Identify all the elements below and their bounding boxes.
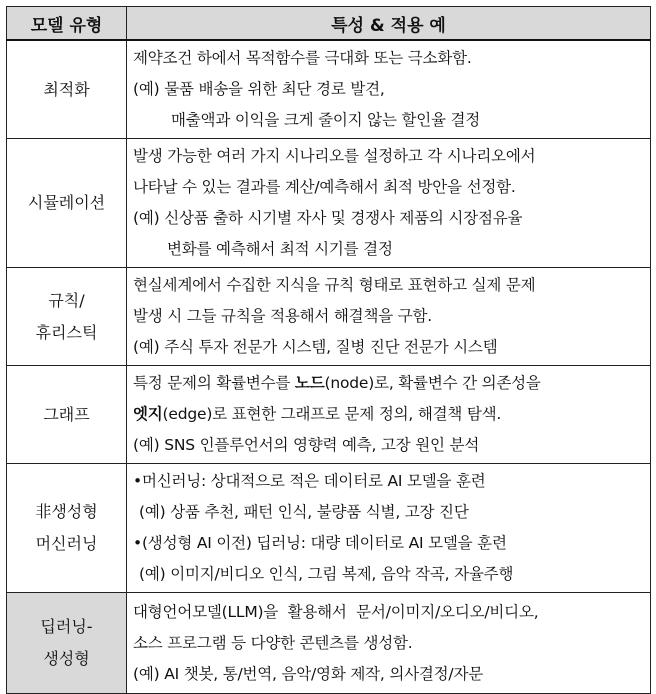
row-type: 그래프 <box>7 366 127 464</box>
row-desc <box>127 268 651 366</box>
desc-line: (예) AI 챗봇, 통/번역, 음악/영화 제작, 의사결정/자문 <box>133 664 483 683</box>
desc-line: 특정 문제의 확률변수를 노드(node)로, 확률변수 간 의존성을 <box>133 374 541 392</box>
row-desc <box>127 40 651 139</box>
row-type: 규칙/ 휴리스틱 <box>7 268 127 366</box>
row-desc <box>127 366 651 464</box>
row-desc <box>127 139 651 268</box>
table-row <box>7 40 651 139</box>
desc-line: 매출액과 이익을 크게 줄이지 않는 할인율 결정 <box>171 111 481 129</box>
row-type: 딥러닝- 생성형 <box>7 593 127 694</box>
desc-line: 소스 프로그램 등 다양한 콘텐츠를 생성함. <box>133 633 413 652</box>
desc-line: 발생 시 그들 규칙을 적용해서 해결책을 구함. <box>133 307 433 325</box>
row-desc <box>127 593 651 694</box>
row-type: 최적화 <box>7 40 127 139</box>
desc-line: (예) 주식 투자 전문가 시스템, 질병 진단 전문가 시스템 <box>133 338 498 356</box>
desc-line: 변화를 예측해서 최적 시기를 결정 <box>167 240 393 258</box>
header-characteristics: 특성 & 적용 예 <box>127 7 651 41</box>
row-type: 시뮬레이션 <box>7 139 127 268</box>
desc-line: (예) 물품 배송을 위한 최단 경로 발견, <box>133 80 385 98</box>
row-type: 非생성형 머신러닝 <box>7 464 127 593</box>
desc-line: •(생성형 AI 이전) 딥러닝: 대량 데이터로 AI 모델을 훈련 <box>133 534 507 552</box>
desc-line: •머신러닝: 상대적으로 적은 데이터로 AI 모델을 훈련 <box>133 472 486 490</box>
table-row <box>7 139 651 268</box>
row-desc <box>127 464 651 593</box>
desc-line: 대형언어모델(LLM)을 활용해서 문서/이미지/오디오/비디오, <box>133 602 539 621</box>
model-types-table <box>6 6 651 694</box>
table-row <box>7 268 651 366</box>
desc-line: 엣지(edge)로 표현한 그래프로 문제 정의, 해결책 탐색. <box>133 405 502 423</box>
table-row <box>7 366 651 464</box>
header-model-type: 모델 유형 <box>7 7 127 41</box>
desc-line: (예) 신상품 출하 시기별 자사 및 경쟁사 제품의 시장점유율 <box>133 209 523 227</box>
desc-line: (예) SNS 인플루언서의 영향력 예측, 고장 원인 분석 <box>133 436 480 454</box>
desc-line: 현실세계에서 수집한 지식을 규칙 형태로 표현하고 실제 문제 <box>133 276 536 294</box>
header-row <box>7 7 651 41</box>
desc-line: 나타날 수 있는 결과를 계산/예측해서 최적 방안을 선정함. <box>133 178 516 196</box>
desc-line: (예) 상품 추천, 패턴 인식, 불량품 식별, 고장 진단 <box>139 503 469 521</box>
table-row <box>7 593 651 694</box>
table-row <box>7 464 651 593</box>
desc-line: (예) 이미지/비디오 인식, 그림 복제, 음악 작곡, 자율주행 <box>139 565 514 583</box>
desc-line: 발생 가능한 여러 가지 시나리오를 설정하고 각 시나리오에서 <box>133 147 536 165</box>
desc-line: 제약조건 하에서 목적함수를 극대화 또는 극소화함. <box>133 49 472 67</box>
